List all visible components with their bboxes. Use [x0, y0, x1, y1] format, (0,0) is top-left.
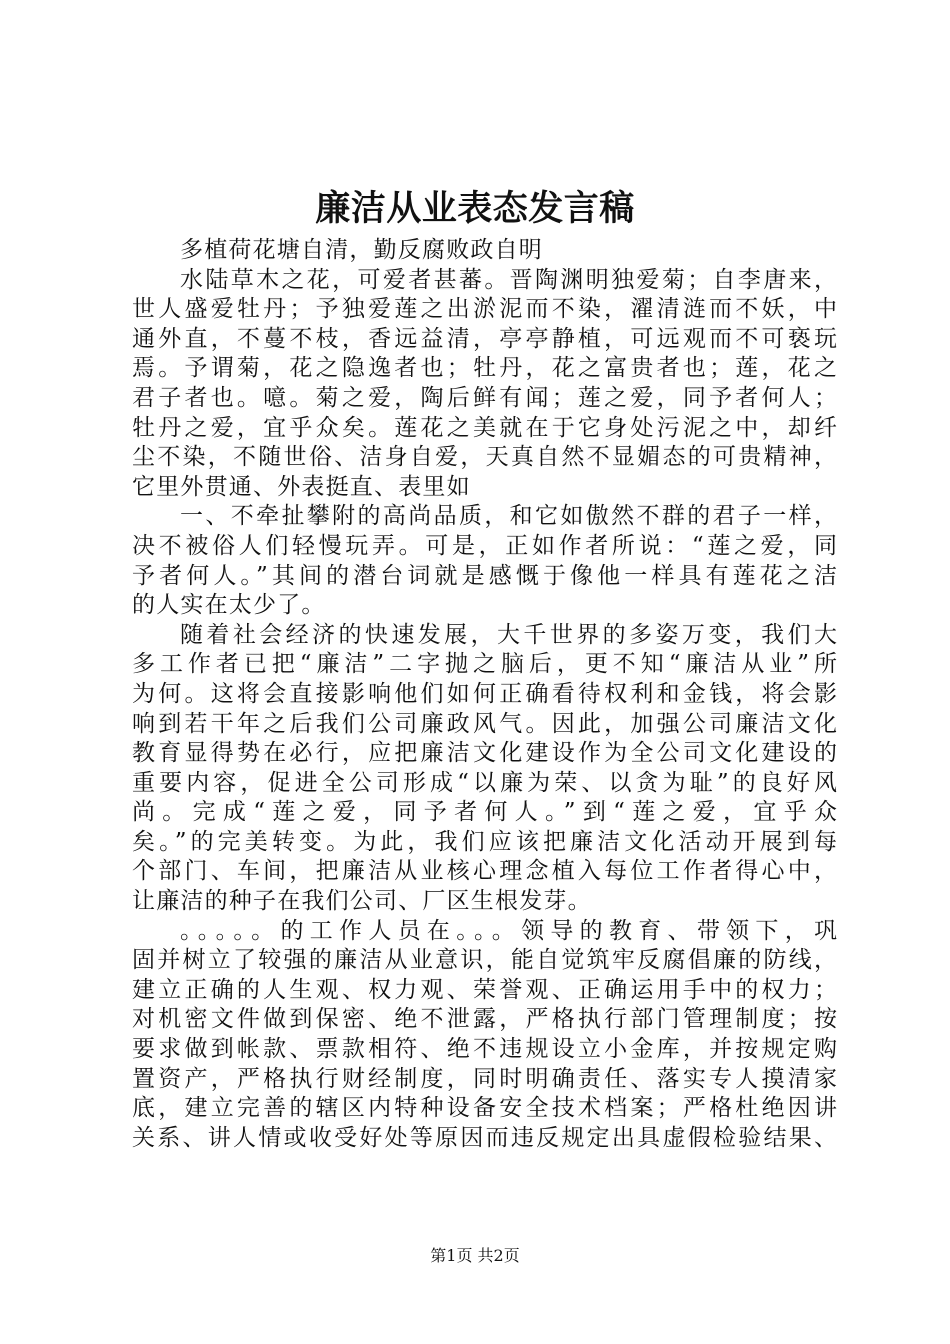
body-line: 固并树立了较强的廉洁从业意识，能自觉筑牢反腐倡廉的防线，: [132, 947, 837, 974]
subtitle-line: 多植荷花塘自清，勤反腐败政自明: [180, 237, 543, 263]
page-footer: 第1页 共2页: [430, 1246, 520, 1265]
body-line: 决不被俗人们轻慢玩弄。可是，正如作者所说：“莲之爱，同: [132, 532, 837, 559]
body-line: 水陆草木之花，可爱者甚蕃。晋陶渊明独爱菊；自李唐来，: [180, 266, 837, 293]
body-line: 建立正确的人生观、权力观、荣誉观、正确运用手中的权力；: [132, 976, 837, 1003]
body-line: 底，建立完善的辖区内特种设备安全技术档案；严格杜绝因讲: [132, 1095, 837, 1122]
body-line: 教育显得势在必行，应把廉洁文化建设作为全公司文化建设的: [132, 740, 837, 767]
body-line: 响到若干年之后我们公司廉政风气。因此，加强公司廉洁文化: [132, 710, 837, 737]
body-line: 尚。完成“莲之爱，同予者何人。”到“莲之爱，宜乎众: [132, 799, 837, 826]
body-line: 的人实在太少了。: [132, 592, 326, 619]
body-line: 。。。。。的工作人员在。。。领导的教育、带领下，巩: [180, 917, 837, 944]
document-body: [132, 236, 837, 1153]
body-line: 通外直，不蔓不枝，香远益清，亭亭静植，可远观而不可亵玩: [132, 325, 837, 352]
body-line: 置资产，严格执行财经制度，同时明确责任、落实专人摸清家: [132, 1065, 837, 1092]
body-line: 多工作者已把“廉洁”二字抛之脑后，更不知“廉洁从业”所: [132, 651, 837, 678]
body-line: 世人盛爱牡丹；予独爱莲之出淤泥而不染，濯清涟而不妖，中: [132, 296, 837, 323]
body-line: 要求做到帐款、票款相符、绝不违规设立小金库，并按规定购: [132, 1036, 837, 1063]
body-line: 个部门、车间，把廉洁从业核心理念植入每位工作者得心中，: [132, 858, 837, 885]
body-line: 一、不牵扯攀附的高尚品质，和它如傲然不群的君子一样，: [180, 503, 837, 530]
body-line: 对机密文件做到保密、绝不泄露，严格执行部门管理制度；按: [132, 1006, 837, 1033]
body-line: 焉。予谓菊，花之隐逸者也；牡丹，花之富贵者也；莲，花之: [132, 355, 837, 382]
body-line: 予者何人。”其间的潜台词就是感慨于像他一样具有莲花之洁: [132, 562, 837, 589]
body-line: 随着社会经济的快速发展，大千世界的多姿万变，我们大: [180, 621, 837, 648]
body-line: 让廉洁的种子在我们公司、厂区生根发芽。: [132, 888, 592, 915]
body-line: 重要内容，促进全公司形成“以廉为荣、以贪为耻”的良好风: [132, 769, 837, 796]
body-line: 矣。”的完美转变。为此，我们应该把廉洁文化活动开展到每: [132, 828, 837, 855]
body-line: 关系、讲人情或收受好处等原因而违反规定出具虚假检验结果、: [132, 1124, 837, 1151]
body-line: 尘不染，不随世俗、洁身自爱，天真自然不显媚态的可贵精神，: [132, 444, 837, 471]
body-line: 为何。这将会直接影响他们如何正确看待权利和金钱，将会影: [132, 680, 837, 707]
body-line: 它里外贯通、外表挺直、表里如: [132, 473, 471, 500]
body-line: 君子者也。噫。菊之爱，陶后鲜有闻；莲之爱，同予者何人；: [132, 384, 837, 411]
document-title: 廉洁从业表态发言稿: [315, 188, 635, 229]
body-line: 牡丹之爱，宜乎众矣。莲花之美就在于它身处污泥之中，却纤: [132, 414, 837, 441]
